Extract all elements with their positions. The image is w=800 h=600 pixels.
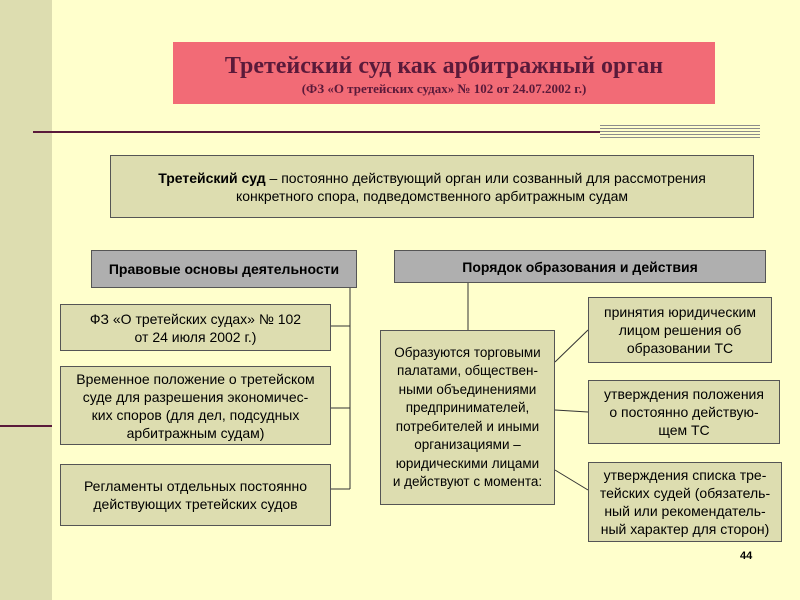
moment-item-3-line-4: ный характер для сторон) <box>600 521 770 537</box>
moment-item-3-line-2: тейских судей (обязатель- <box>599 485 771 501</box>
moment-item-1 <box>588 297 772 363</box>
slide-subtitle: (ФЗ «О третейских судах» № 102 от 24.07.2002 г.) <box>301 81 587 96</box>
moment-item-2-line-1: утверждения положения <box>604 386 764 402</box>
formation-line-3: ными объединениями <box>398 381 537 397</box>
legal-item-2-line-4: арбитражным судам) <box>126 424 265 441</box>
formation-line-2: палатами, обществен- <box>397 363 538 378</box>
moment-item-3 <box>588 462 782 542</box>
legal-basis-item-3 <box>60 464 331 526</box>
definition-rest: – постоянно действующий орган или созванный для рассмотрения <box>265 169 706 186</box>
formation-line-7: юридическими лицами <box>395 455 540 471</box>
legal-item-2-line-2: суде для разрешения экономичес- <box>82 388 309 405</box>
formation-header: Порядок образования и действия <box>394 250 766 283</box>
moment-item-2-line-3: щем ТС <box>658 422 710 438</box>
right-branch-2 <box>555 410 588 412</box>
slide-title: Третейский суд как арбитражный орган <box>224 53 664 79</box>
legal-basis-item-2 <box>60 366 331 445</box>
formation-line-1: Образуются торговыми <box>394 344 541 360</box>
legal-item-3-line-2: действующих третейских судов <box>93 496 298 512</box>
page-number: 44 <box>740 550 753 562</box>
formation-line-8: и действуют с момента: <box>392 474 543 489</box>
moment-item-1-line-1: принятия юридическим <box>604 304 756 320</box>
definition-term: Третейский суд <box>158 169 266 186</box>
legal-item-1-line-1: ФЗ «О третейских судах» № 102 <box>89 310 302 327</box>
legal-basis-item-1 <box>60 304 331 351</box>
right-branch-1 <box>555 330 588 362</box>
legal-basis-header: Правовые основы деятельности <box>91 250 357 288</box>
moment-item-1-line-2: лицом решения об <box>618 322 742 338</box>
legal-item-2-line-1: Временное положение о третейском <box>76 370 315 387</box>
moment-item-2 <box>588 380 780 444</box>
formation-description-box <box>380 330 555 505</box>
formation-line-4: предпринимателей, <box>405 400 530 415</box>
legal-item-2-line-3: ких споров (для дел, подсудных <box>91 406 300 423</box>
moment-item-1-line-3: образовании ТС <box>626 340 734 356</box>
moment-item-3-line-3: ный или рекомендатель- <box>604 503 766 519</box>
moment-item-3-line-1: утверждения списка тре- <box>603 467 767 483</box>
legal-item-3-line-1: Регламенты отдельных постоянно <box>83 478 308 494</box>
moment-item-2-line-2: о постоянно действую- <box>609 404 759 420</box>
formation-line-5: потребителей и иными <box>395 418 540 434</box>
formation-line-6: организациями – <box>414 437 521 452</box>
definition-line-2: конкретного спора, подведомственного арбитражным судам <box>235 187 629 204</box>
legal-item-1-line-2: от 24 июля 2002 г.) <box>134 328 257 345</box>
right-branch-3 <box>555 470 588 490</box>
